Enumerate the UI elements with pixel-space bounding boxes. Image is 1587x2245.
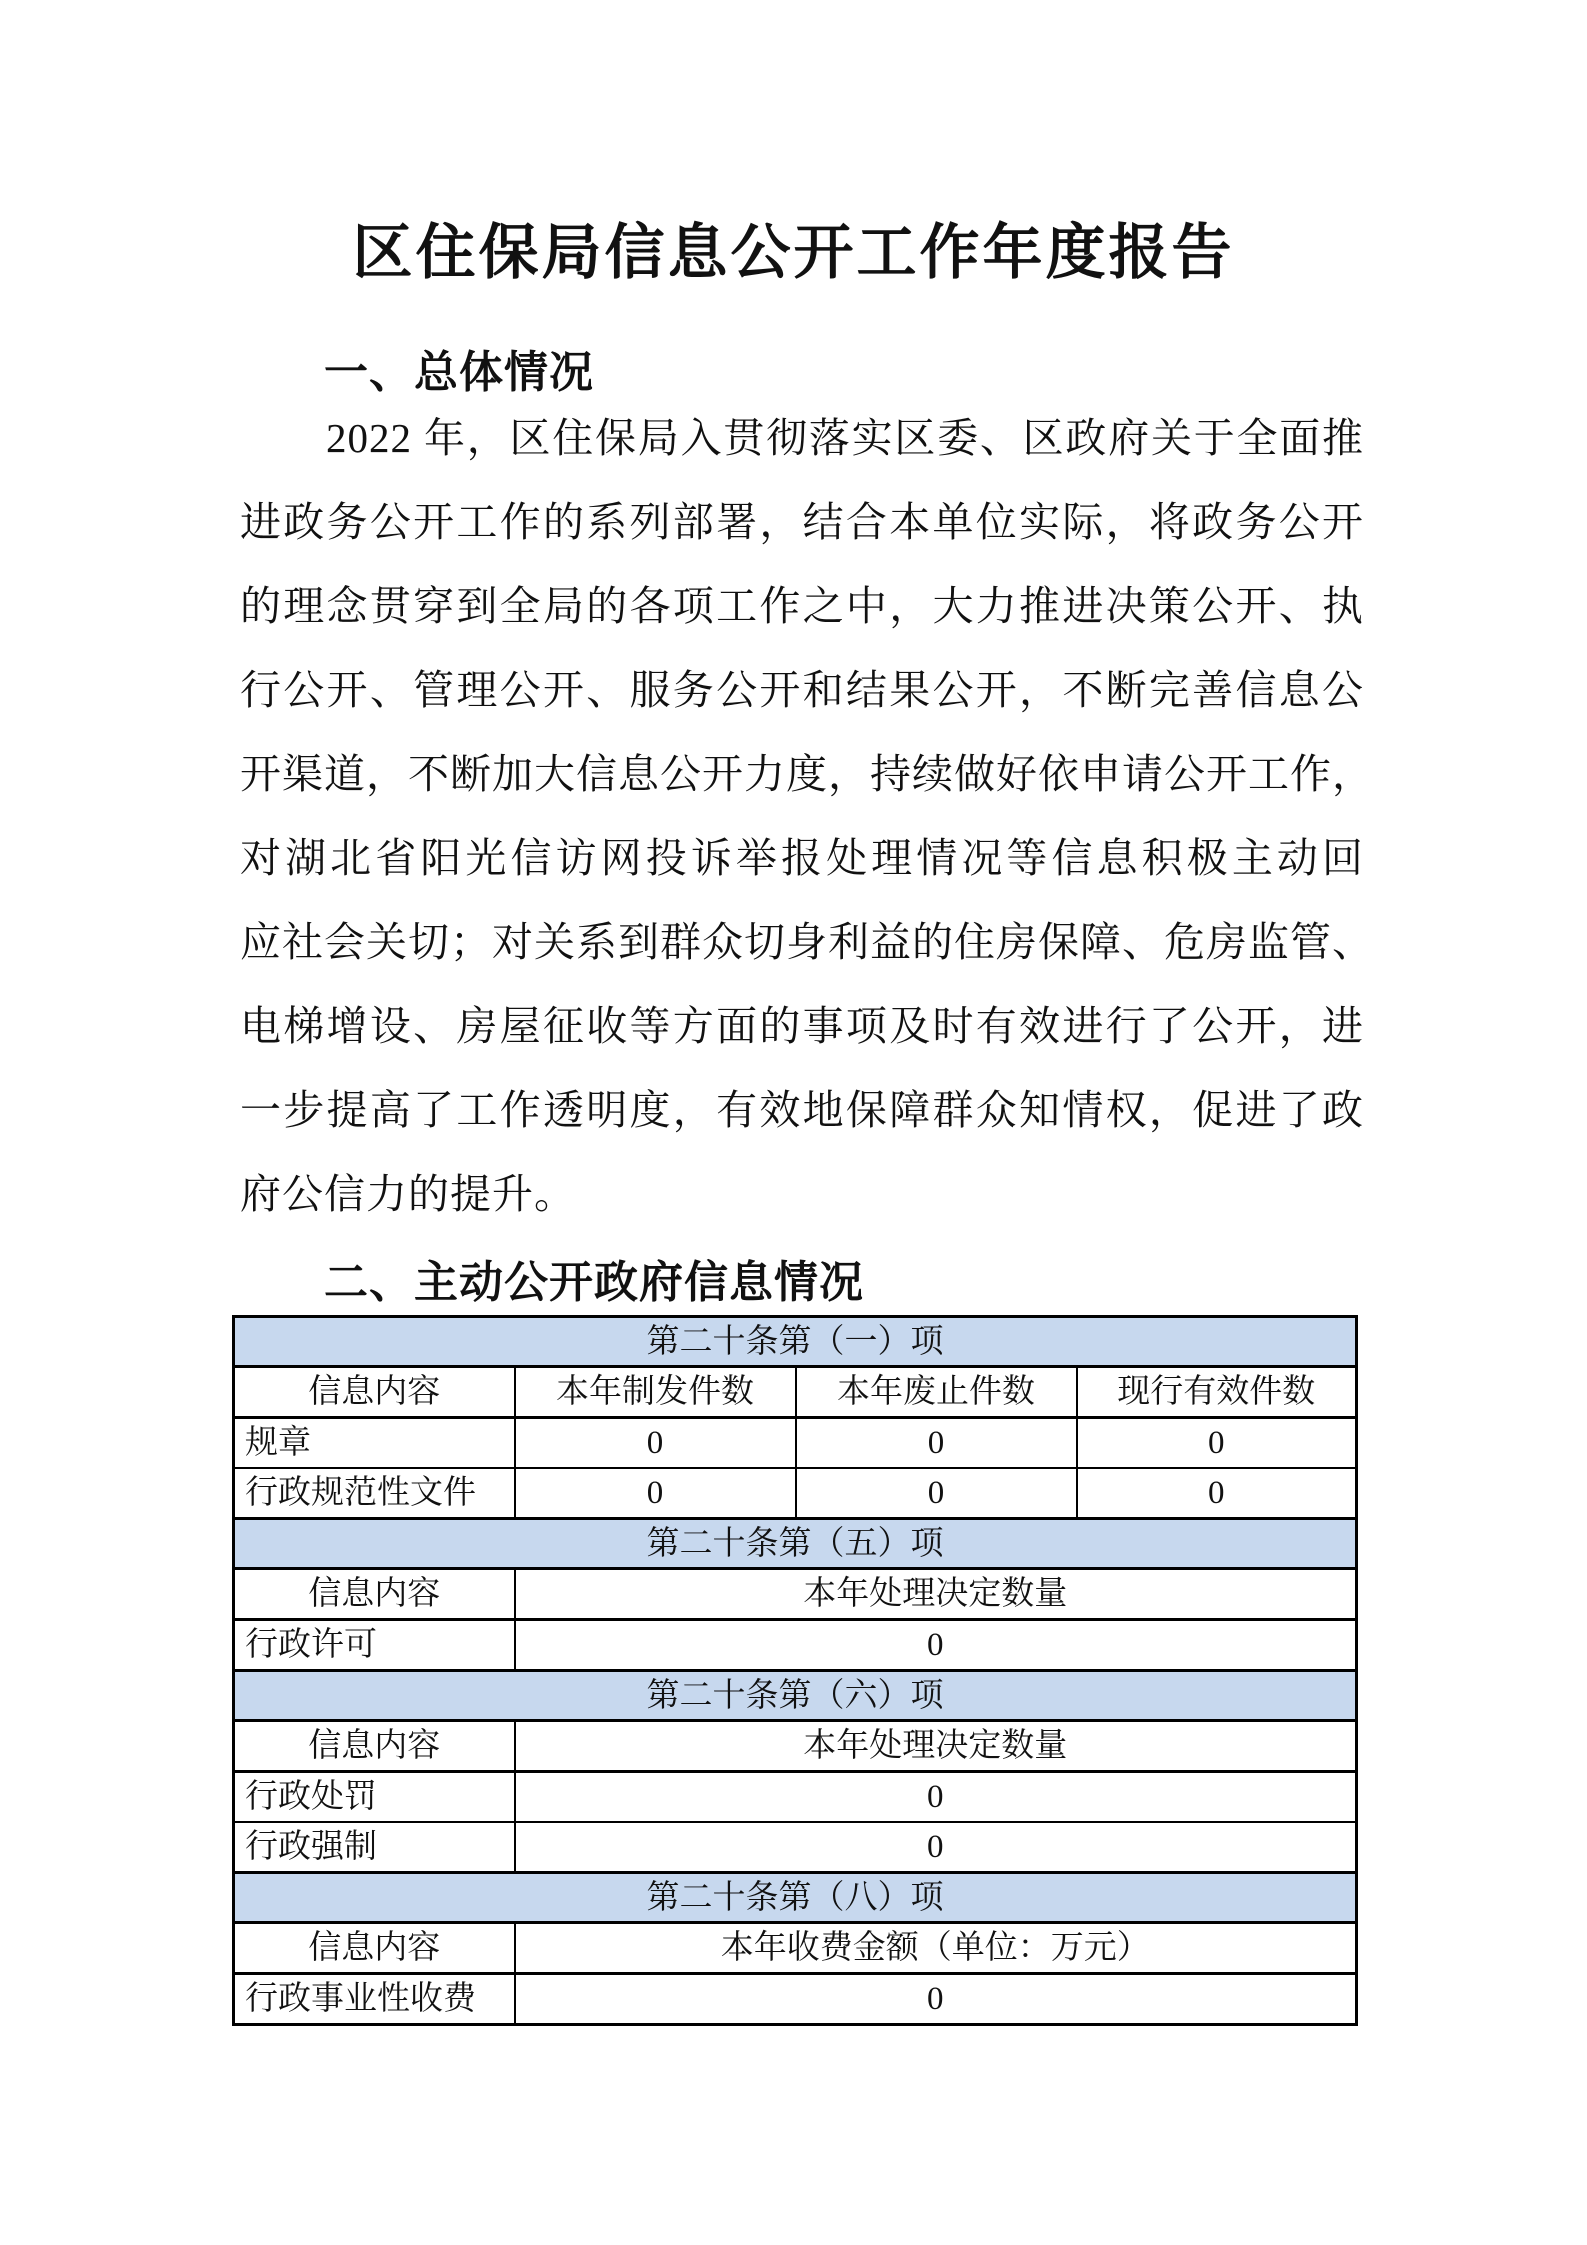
band-cell: 第二十条第（六）项 — [234, 1671, 1357, 1721]
table-row — [234, 1721, 1357, 1772]
header-cell: 信息内容 — [234, 1569, 515, 1620]
paragraph-line: 行公开、管理公开、服务公开和结果公开，不断完善信息公 — [240, 667, 1364, 713]
header-cell: 本年处理决定数量 — [515, 1721, 1357, 1772]
disclosure-statistics-table — [232, 1315, 1358, 2026]
paragraph-line: 应社会关切；对关系到群众切身利益的住房保障、危房监管、 — [240, 919, 1374, 965]
row-label-cell: 规章 — [234, 1418, 515, 1469]
band-cell: 第二十条第（八）项 — [234, 1873, 1357, 1923]
header-cell: 信息内容 — [234, 1721, 515, 1772]
header-cell: 本年废止件数 — [796, 1367, 1077, 1418]
table-row — [234, 1772, 1357, 1823]
value-cell: 0 — [515, 1772, 1357, 1823]
band-cell: 第二十条第（一）项 — [234, 1317, 1357, 1367]
table-row — [234, 1873, 1357, 1923]
paragraph-line: 电梯增设、房屋征收等方面的事项及时有效进行了公开，进 — [240, 1003, 1364, 1049]
header-cell: 本年收费金额（单位：万元） — [515, 1923, 1357, 1974]
row-label-cell: 行政强制 — [234, 1822, 515, 1873]
row-label-cell: 行政规范性文件 — [234, 1468, 515, 1519]
header-cell: 现行有效件数 — [1077, 1367, 1357, 1418]
section-heading-overview: 一、总体情况 — [324, 348, 594, 397]
value-cell: 0 — [796, 1418, 1077, 1469]
table-row — [234, 1317, 1357, 1367]
row-label-cell: 行政许可 — [234, 1620, 515, 1671]
table-row — [234, 1822, 1357, 1873]
value-cell: 0 — [515, 1974, 1357, 2025]
value-cell: 0 — [1077, 1418, 1357, 1469]
header-cell: 信息内容 — [234, 1923, 515, 1974]
value-cell: 0 — [1077, 1468, 1357, 1519]
table-row — [234, 1418, 1357, 1469]
table-row — [234, 1569, 1357, 1620]
paragraph-line: 2022 年，区住保局入贯彻落实区委、区政府关于全面推 — [326, 415, 1364, 461]
section-heading-proactive-disclosure: 二、主动公开政府信息情况 — [324, 1258, 864, 1307]
value-cell: 0 — [796, 1468, 1077, 1519]
header-cell: 信息内容 — [234, 1367, 515, 1418]
paragraph-line: 进政务公开工作的系列部署，结合本单位实际，将政务公开 — [240, 499, 1364, 545]
table-row — [234, 1367, 1357, 1418]
header-cell: 本年制发件数 — [515, 1367, 796, 1418]
page-title: 区住保局信息公开工作年度报告 — [352, 220, 1235, 286]
value-cell: 0 — [515, 1418, 796, 1469]
overview-paragraph — [240, 396, 1374, 1236]
table-row — [234, 1620, 1357, 1671]
table-row — [234, 1671, 1357, 1721]
band-cell: 第二十条第（五）项 — [234, 1519, 1357, 1569]
table-row — [234, 1468, 1357, 1519]
paragraph-line: 府公信力的提升。 — [240, 1171, 576, 1217]
paragraph-line: 一步提高了工作透明度，有效地保障群众知情权，促进了政 — [240, 1087, 1364, 1133]
table-row — [234, 1923, 1357, 1974]
row-label-cell: 行政处罚 — [234, 1772, 515, 1823]
value-cell: 0 — [515, 1620, 1357, 1671]
paragraph-line: 对湖北省阳光信访网投诉举报处理情况等信息积极主动回 — [240, 835, 1364, 881]
value-cell: 0 — [515, 1468, 796, 1519]
value-cell: 0 — [515, 1822, 1357, 1873]
table-row — [234, 1519, 1357, 1569]
paragraph-line: 的理念贯穿到全局的各项工作之中，大力推进决策公开、执 — [240, 583, 1364, 629]
header-cell: 本年处理决定数量 — [515, 1569, 1357, 1620]
paragraph-line: 开渠道，不断加大信息公开力度，持续做好依申请公开工作， — [240, 751, 1374, 797]
row-label-cell: 行政事业性收费 — [234, 1974, 515, 2025]
table-row — [234, 1974, 1357, 2025]
